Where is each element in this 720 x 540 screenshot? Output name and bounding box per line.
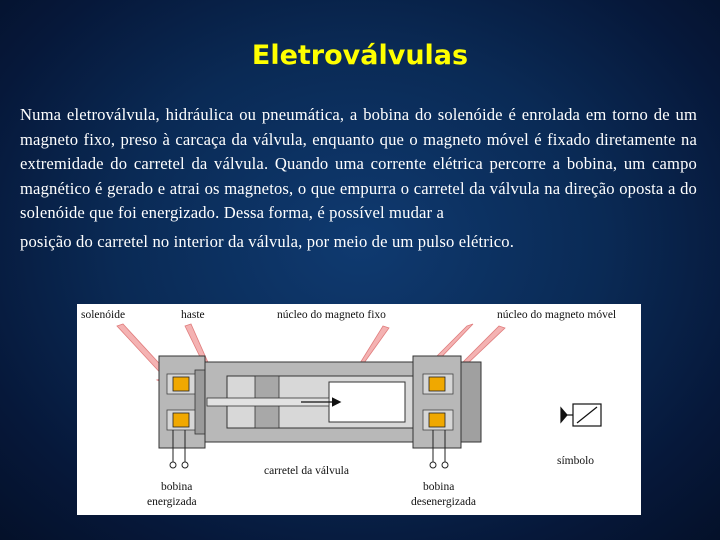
paragraph-part-2: posição do carretel no interior da válvula, por meio de um pulso elétrico.	[20, 231, 515, 251]
label-simbolo: símbolo	[557, 455, 595, 467]
label-solenoide: solenóide	[81, 309, 126, 321]
solenoid-symbol	[561, 404, 601, 426]
left-coil-top	[173, 377, 189, 391]
label-bobina-left: bobina	[161, 481, 193, 493]
label-desenergizada: desenergizada	[411, 496, 476, 508]
left-solenoid	[159, 356, 207, 448]
right-solenoid	[413, 356, 481, 448]
spool	[329, 382, 405, 422]
left-coil-bottom	[173, 413, 189, 427]
right-coil-bottom	[429, 413, 445, 427]
slide-title: Eletroválvulas	[251, 40, 469, 71]
body-paragraph	[20, 103, 697, 255]
label-energizada: energizada	[147, 496, 197, 508]
right-coil-top	[429, 377, 445, 391]
label-haste: haste	[181, 309, 205, 321]
label-nucleo-fixo: núcleo do magneto fixo	[277, 309, 386, 321]
label-nucleo-movel: núcleo do magneto móvel	[497, 309, 617, 321]
right-end-cap	[461, 362, 481, 442]
solenoid-valve-diagram	[77, 304, 641, 515]
label-bobina-right: bobina	[423, 481, 455, 493]
paragraph-part-1: Numa eletroválvula, hidráulica ou pneumática, a bobina do solenóide é enrolada em torno de um magneto fixo, preso à carcaça da válvula, enquanto que o magneto móvel é fixado diretamente na extremidade do carretel da válvula. Quando uma corrente elétrica percorre a bobina, um campo magnético é gerado e atrai os magnetos, o que empurra o carretel da válvula na direção oposta a do solenóide que foi energizado. Dessa forma, é possível mudar a	[20, 105, 697, 223]
label-carretel: carretel da válvula	[264, 465, 349, 477]
